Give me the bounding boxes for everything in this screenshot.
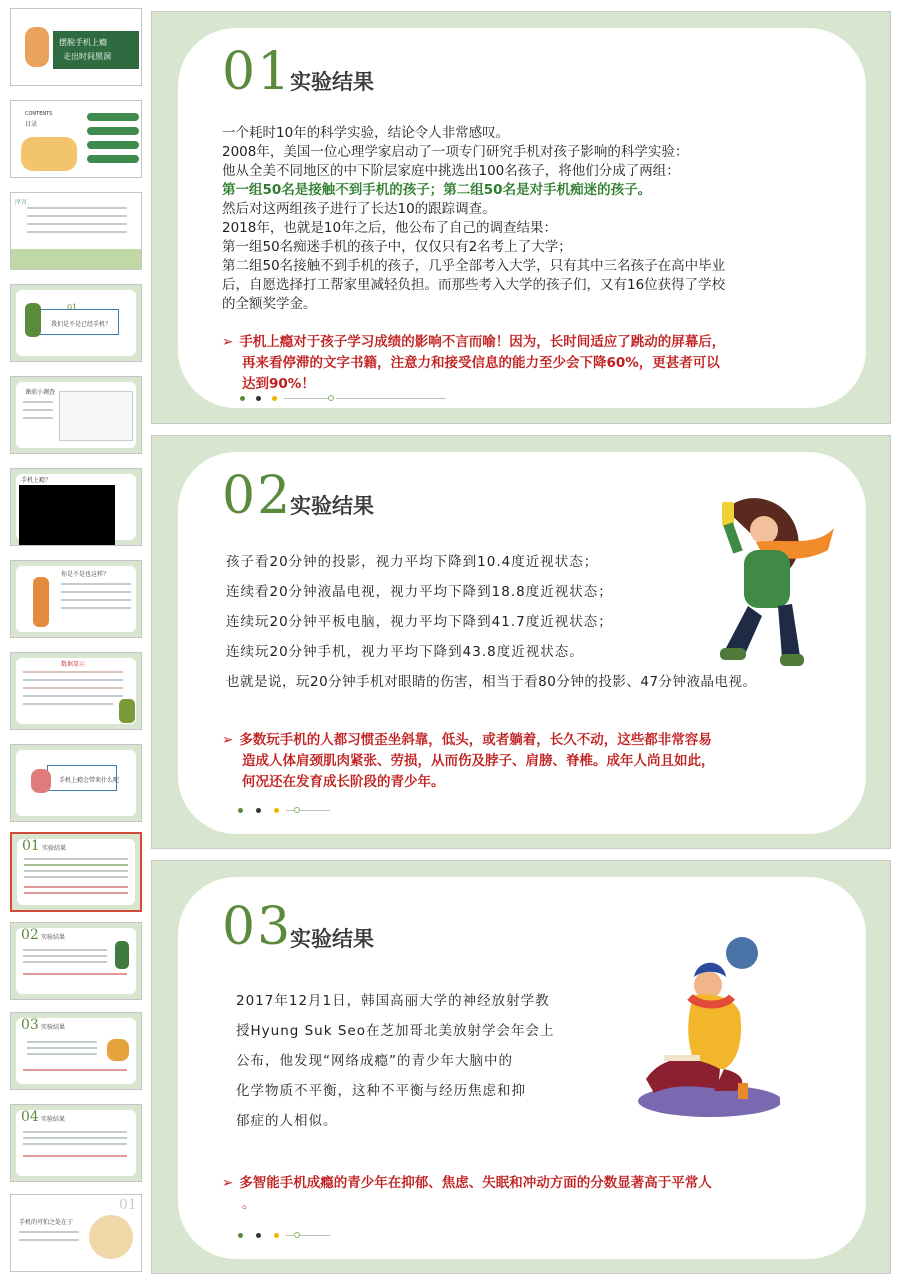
- thumb-text-line: [19, 1231, 79, 1233]
- thumb-num: 01: [67, 303, 78, 312]
- decor-line: [286, 810, 330, 811]
- note-line: 手机上瘾对于孩子学习成绩的影响不言而喻！因为，长时间适应了跳动的屏幕后，: [239, 334, 726, 350]
- thumb-preface-label: 序言: [15, 199, 28, 206]
- thumb-text-line: [23, 1155, 127, 1157]
- thumb-text-line: [23, 679, 123, 681]
- thumb-text-line: [27, 215, 127, 217]
- thumb-text-line: [23, 973, 127, 975]
- sitting-teen-illustration: [624, 933, 780, 1123]
- arrow-icon: ➢: [222, 334, 234, 350]
- thumb-figure-image: [31, 769, 51, 793]
- decor-line: [336, 398, 446, 399]
- body-line: 郁症的人相似。: [236, 1113, 338, 1129]
- slide-thumbnail-5[interactable]: [10, 376, 142, 454]
- dot-green: [238, 1233, 243, 1238]
- thumb-grass-image: [11, 249, 142, 270]
- slide-note: [222, 332, 852, 395]
- body-line: 第二组50名接触不到手机的孩子，几乎全部考入大学，只有其中三名孩子在高中毕业: [222, 258, 726, 274]
- thumb-figure-image: [107, 1039, 129, 1061]
- thumb-menu-bar: [87, 141, 139, 149]
- slide-02: [151, 435, 891, 849]
- slide-note: [222, 730, 852, 793]
- thumb-menu-bar: [87, 127, 139, 135]
- thumb-text-line: [24, 876, 128, 878]
- body-line: 2017年12月1日，韩国高丽大学的神经放射学教: [236, 993, 550, 1009]
- slide-thumbnail-8[interactable]: [10, 652, 142, 730]
- thumb-figure-image: [119, 699, 135, 723]
- slide-card: [178, 28, 866, 408]
- thumb-text-line: [23, 687, 123, 689]
- arrow-icon: ➢: [222, 732, 234, 748]
- thumb-title: 实验结果: [41, 934, 66, 941]
- dot-dark: [256, 808, 261, 813]
- dot-dark: [256, 1233, 261, 1238]
- arrow-icon: ➢: [222, 1175, 234, 1191]
- thumb-text-line: [24, 886, 128, 888]
- slide-thumbnail-14[interactable]: [10, 1194, 142, 1272]
- slide-title: 实验结果: [290, 71, 374, 94]
- thumb-text-line: [61, 607, 131, 609]
- thumb-text-line: [27, 1053, 97, 1055]
- thumb-text-line: [27, 207, 127, 209]
- body-line: 后，自愿选择打工帮家里减轻负担。而那些考入大学的孩子们，又有16位获得了学校: [222, 277, 726, 293]
- thumb-num: 01: [119, 1197, 137, 1213]
- thumb-question: 我们是不是已经手机？: [51, 321, 112, 328]
- slide-thumbnail-7[interactable]: [10, 560, 142, 638]
- dot-ring: [328, 395, 334, 401]
- slide-thumbnail-4[interactable]: [10, 284, 142, 362]
- thumb-text-line: [24, 858, 128, 860]
- slide-thumbnail-6[interactable]: [10, 468, 142, 546]
- slide-03: [151, 860, 891, 1274]
- girl-with-phone-illustration: [686, 488, 836, 668]
- body-line: 连续玩20分钟平板电脑，视力平均下降到41.7度近视状态；: [226, 614, 613, 630]
- decor-line: [284, 398, 328, 399]
- thumb-kids-image: [21, 137, 77, 171]
- thumb-figure-image: [25, 303, 41, 337]
- decor-dots: [238, 806, 398, 816]
- thumb-text-line: [27, 223, 127, 225]
- body-line: 授Hyung Suk Seo在芝加哥北美放射学会年会上: [236, 1023, 555, 1039]
- thumb-data-label: 数据显示: [61, 661, 86, 668]
- slide-card: [178, 877, 866, 1259]
- thumb-text-line: [23, 695, 123, 697]
- thumb-title-line2: 走出时间黑洞: [63, 52, 111, 61]
- thumb-title-line1: 摆脱手机上瘾: [59, 38, 107, 47]
- body-line: 然后对这两组孩子进行了长达10的跟踪调查。: [222, 201, 496, 217]
- note-line: 再来看停滞的文字书籍，注意力和接受信息的能力至少会下降60%，更甚者可以: [242, 355, 720, 371]
- thumb-menu-bar: [87, 155, 139, 163]
- thumb-title: 手机的可怕之处在于: [19, 1219, 74, 1226]
- thumb-figure-image: [115, 941, 129, 969]
- dot-ring: [294, 807, 300, 813]
- slide-number: 03: [222, 897, 293, 957]
- thumb-menu-bar: [87, 113, 139, 121]
- thumb-text-line: [61, 599, 131, 601]
- thumb-addiction-label: 手机上瘾？: [21, 477, 52, 484]
- slide-note: [222, 1173, 862, 1215]
- dot-green: [238, 808, 243, 813]
- decor-line: [286, 1235, 330, 1236]
- thumb-text-line: [23, 703, 113, 705]
- thumb-text-line: [23, 949, 107, 951]
- thumb-text-line: [23, 1143, 127, 1145]
- body-line: 的全额奖学金。: [222, 296, 317, 312]
- thumb-question: 手机上瘾会带来什么呢: [59, 777, 120, 784]
- decor-dots: [240, 394, 400, 404]
- thumb-title: 实验结果: [41, 1116, 66, 1123]
- slide-thumbnail-12[interactable]: [10, 1012, 142, 1090]
- thumb-video-image: [19, 485, 115, 546]
- thumb-screenshot-image: [59, 391, 133, 441]
- thumb-num: 03: [21, 1017, 39, 1033]
- thumb-text-line: [24, 864, 128, 866]
- slide-thumbnail-10[interactable]: [10, 832, 142, 912]
- slide-thumbnail-9[interactable]: [10, 744, 142, 822]
- thumb-text-line: [23, 417, 53, 419]
- slide-thumbnail-panel: [0, 0, 148, 1286]
- body-line: 2008年，美国一位心理学家启动了一项专门研究手机对孩子影响的科学实验：: [222, 144, 689, 160]
- note-line: 达到90%！: [242, 376, 315, 392]
- thumb-text-line: [23, 671, 123, 673]
- thumb-text-line: [27, 1041, 97, 1043]
- body-line: 孩子看20分钟的投影，视力平均下降到10.4度近视状态；: [226, 554, 599, 570]
- thumb-num: 02: [21, 927, 39, 943]
- thumb-text-line: [23, 1137, 127, 1139]
- thumb-text-line: [24, 892, 128, 894]
- slide-number: 02: [222, 466, 293, 526]
- body-line: 2018年，也就是10年之后，他公布了自己的调查结果：: [222, 220, 558, 236]
- thumb-num: 01: [22, 838, 40, 854]
- slide-thumbnail-11[interactable]: [10, 922, 142, 1000]
- slide-thumbnail-1[interactable]: [10, 8, 142, 86]
- slide-number: 01: [222, 42, 293, 102]
- thumb-num: 04: [21, 1109, 39, 1125]
- thumb-text-line: [27, 1047, 97, 1049]
- body-line-highlight: 第一组50名是接触不到手机的孩子；第二组50名是对手机痴迷的孩子。: [222, 182, 652, 198]
- thumb-family-image: [89, 1215, 133, 1259]
- thumb-contents-label: CONTENTS: [25, 111, 53, 117]
- dot-yellow: [272, 396, 277, 401]
- thumb-text-line: [19, 1239, 79, 1241]
- thumb-text-line: [61, 591, 131, 593]
- slide-title: 实验结果: [290, 495, 374, 518]
- thumb-contents-sub: 目录: [25, 121, 38, 128]
- thumb-text-line: [23, 961, 107, 963]
- slide-title: 实验结果: [290, 928, 374, 951]
- body-line: 化学物质不平衡，这种不平衡与经历焦虑和抑: [236, 1083, 526, 1099]
- body-line: 一个耗时10年的科学实验，结论令人非常感叹。: [222, 125, 510, 141]
- body-line: 连续玩20分钟手机，视力平均下降到43.8度近视状态。: [226, 644, 584, 660]
- note-line: 多数玩手机的人都习惯歪坐斜靠，低头，或者躺着，长久不动，这些都非常容易: [239, 732, 712, 748]
- body-line: 也就是说，玩20分钟手机对眼睛的伤害，相当于看80分钟的投影、47分钟液晶电视。: [226, 674, 757, 690]
- thumb-survey-label: 课前小调查: [25, 389, 56, 396]
- thumb-title: 实验结果: [42, 845, 67, 852]
- body-line: 第一组50名痴迷手机的孩子中，仅仅只有2名考上了大学；: [222, 239, 572, 255]
- body-line: 连续看20分钟液晶电视，视力平均下降到18.8度近视状态；: [226, 584, 613, 600]
- slide-body: [222, 124, 842, 314]
- thumb-text-line: [23, 1069, 127, 1071]
- dot-yellow: [274, 808, 279, 813]
- slide-01: [151, 11, 891, 424]
- thumb-text-line: [23, 1131, 127, 1133]
- dot-yellow: [274, 1233, 279, 1238]
- slide-thumbnail-3[interactable]: [10, 192, 142, 270]
- dot-ring: [294, 1232, 300, 1238]
- dot-green: [240, 396, 245, 401]
- note-line: 多智能手机成瘾的青少年在抑郁、焦虑、失眠和冲动方面的分数显著高于平常人: [239, 1175, 712, 1191]
- thumb-text-line: [61, 583, 131, 585]
- body-line: 公布，他发现“网络成瘾”的青少年大脑中的: [236, 1053, 513, 1069]
- thumb-text-line: [23, 955, 107, 957]
- thumb-figure-image: [33, 577, 49, 627]
- decor-dots: [238, 1231, 398, 1241]
- slide-thumbnail-13[interactable]: [10, 1104, 142, 1182]
- note-line: 何况还在发育成长阶段的青少年。: [242, 774, 445, 790]
- thumb-figure-image: [25, 27, 49, 67]
- note-line: 造成人体肩颈肌肉紧张、劳损，从而伤及脖子、肩膀、脊椎。成年人尚且如此，: [242, 753, 715, 769]
- thumb-text-line: [27, 231, 127, 233]
- thumb-text-line: [23, 401, 53, 403]
- note-line: 。: [242, 1196, 256, 1212]
- body-line: 他从全美不同地区的中下阶层家庭中挑选出100名孩子，将他们分成了两组：: [222, 163, 680, 179]
- thumb-text-line: [24, 870, 128, 872]
- thumb-text-line: [23, 409, 53, 411]
- slide-thumbnail-2[interactable]: [10, 100, 142, 178]
- thumb-title: 实验结果: [41, 1024, 66, 1031]
- thumb-question-label: 你是不是也这样？: [61, 571, 110, 578]
- slide-card: [178, 452, 866, 834]
- dot-dark: [256, 396, 261, 401]
